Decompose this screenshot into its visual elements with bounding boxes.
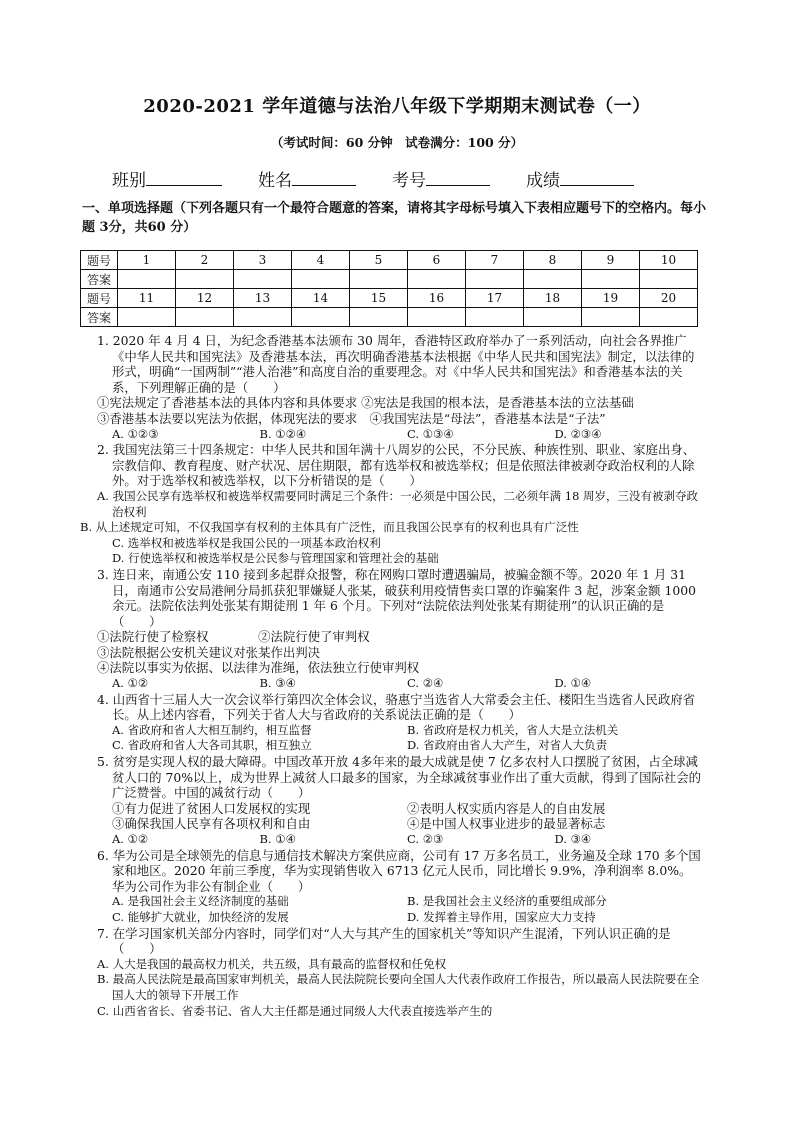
- question-4-stem: 4. 山西省十三届人大一次会议举行第四次全体会议，骆惠宁当选省人大常委会主任、楼阳生当选省人民政府省长。从上述内容看，下列关于省人大与省政府的关系说法正确的是（ ）: [97, 691, 696, 723]
- question-5-statement: ①有力促进了贫困人口发展权的实现: [112, 800, 311, 816]
- question-number-label: 题号: [81, 251, 118, 270]
- questions: [80, 333, 702, 1019]
- question-number-cell: 3: [234, 251, 292, 270]
- answer-cell[interactable]: [524, 308, 582, 327]
- option-c[interactable]: C. 省政府和省人大各司其职，相互独立: [112, 738, 312, 753]
- question-number-cell: 2: [176, 251, 234, 270]
- question-number-label: 题号: [81, 289, 118, 308]
- class-label: 班别: [112, 171, 146, 191]
- name-label: 姓名: [258, 171, 292, 191]
- option-d[interactable]: D. 行使选举权和被选举权是公民参与管理国家和管理社会的基础: [112, 551, 439, 566]
- answer-cell[interactable]: [176, 270, 234, 289]
- question-number-cell: 5: [350, 251, 408, 270]
- answer-cell[interactable]: [408, 308, 466, 327]
- option-b[interactable]: B. 省政府是权力机关，省人大是立法机关: [407, 722, 619, 737]
- option-a[interactable]: A. 省政府和省人大相互制约，相互监督: [112, 722, 312, 737]
- answer-label: 答案: [81, 308, 118, 327]
- answer-table: [80, 250, 698, 327]
- question-7-stem: 7. 在学习国家机关部分内容时，同学们对“人大与其产生的国家机关”等知识产生混淆，下列认识正确的是（ ）: [97, 925, 671, 957]
- number-field[interactable]: [392, 166, 490, 191]
- question-number-cell: 11: [118, 289, 176, 308]
- answer-cell[interactable]: [234, 308, 292, 327]
- question-1-statement: ③香港基本法要以宪法为依据，体现宪法的要求 ④我国宪法是“母法”，香港基本法是“子法”: [97, 410, 606, 426]
- question-number-cell: 20: [640, 289, 698, 308]
- answer-cell[interactable]: [582, 308, 640, 327]
- score-field[interactable]: [526, 166, 634, 191]
- question-5-statement: ③确保我国人民享有各项权利和自由: [112, 816, 311, 832]
- answer-cell[interactable]: [292, 308, 350, 327]
- option-c[interactable]: C. 选举权和被选举权是我国公民的一项基本政治权利: [112, 535, 381, 550]
- question-number-cell: 10: [640, 251, 698, 270]
- question-6-stem: 6. 华为公司是全球领先的信息与通信技术解决方案供应商，公司有 17 万多名员工，业务遍及全球 170 多个国家和地区。2020 年前三季度，华为实现销售收入 6713 亿元人民币，同比增长 9.9%，净利润率 8.0%。华为公司作为非公有制企业（ ）: [97, 847, 701, 894]
- question-number-cell: 13: [234, 289, 292, 308]
- option-d[interactable]: D. 发挥着主导作用，国家应大力支持: [407, 909, 596, 924]
- answer-cell[interactable]: [640, 270, 698, 289]
- question-3-statement: ①法院行使了检察权 ②法院行使了审判权: [97, 629, 370, 645]
- option-d[interactable]: D. 省政府由省人大产生，对省人大负责: [407, 738, 608, 753]
- question-number-cell: 15: [350, 289, 408, 308]
- exam-subtitle: （考试时间：60 分钟 试卷满分：100 分）: [270, 135, 524, 150]
- question-number-cell: 9: [582, 251, 640, 270]
- option-a[interactable]: A. 我国公民享有选举权和被选举权需要同时满足三个条件：一必须是中国公民，二必须年满 18 周岁，三没有被剥夺政治权利: [97, 488, 699, 519]
- question-3-statement: ④法院以事实为依据、以法律为准绳，依法独立行使审判权: [97, 660, 420, 676]
- option-b[interactable]: B. 是我国社会主义经济的重要组成部分: [407, 894, 607, 909]
- option-a[interactable]: A. ①②: [112, 676, 149, 691]
- answer-cell[interactable]: [524, 270, 582, 289]
- option-c[interactable]: C. 能够扩大就业，加快经济的发展: [112, 909, 289, 924]
- question-number-cell: 1: [118, 251, 176, 270]
- question-number-cell: 6: [408, 251, 466, 270]
- question-5-stem: 5. 贫穷是实现人权的最大障碍。中国改革开放 4多年来的最大成就是使 7 亿多农村人口摆脱了贫困，占全球减贫人口的 70%以上，成为世界上减贫人口最多的国家，为全球减贫事业作出了重大贡献，得到了国际社会的广泛赞誉。中国的减贫行动（ ）: [97, 754, 702, 801]
- table-row: [81, 251, 698, 270]
- answer-cell[interactable]: [350, 270, 408, 289]
- option-b[interactable]: B. ①④: [259, 832, 296, 846]
- question-number-cell: 12: [176, 289, 234, 308]
- option-b[interactable]: B. ③④: [259, 676, 296, 691]
- answer-cell[interactable]: [176, 308, 234, 327]
- table-row: [81, 308, 698, 327]
- student-info-row: [112, 166, 712, 191]
- question-5-options: [80, 832, 702, 848]
- option-b[interactable]: B. ①②④: [259, 426, 307, 441]
- table-row: [81, 289, 698, 308]
- question-number-cell: 18: [524, 289, 582, 308]
- answer-cell[interactable]: [118, 308, 176, 327]
- option-c[interactable]: C. ②④: [407, 676, 444, 691]
- question-6-options: [80, 910, 702, 926]
- question-1-statement: ①宪法规定了香港基本法的具体内容和具体要求 ②宪法是我国的根本法，是香港基本法的立法基础: [97, 395, 634, 411]
- question-number-cell: 14: [292, 289, 350, 308]
- table-row: [81, 270, 698, 289]
- question-number-cell: 19: [582, 289, 640, 308]
- question-6-options: [80, 894, 702, 910]
- option-b[interactable]: B. 最高人民法院是最高国家审判机关，最高人民法院院长要向全国人大代表作政府工作报告，所以最高人民法院要在全国人大的领导下开展工作: [97, 972, 700, 1002]
- name-field[interactable]: [258, 166, 356, 191]
- section-heading: 一、单项选择题（下列各题只有一个最符合题意的答案，请将其字母标号填入下表相应题号下的空格内。每小题 3分，共60 分）: [82, 201, 707, 235]
- option-d[interactable]: D. ①④: [554, 676, 592, 691]
- question-1-stem: 1. 2020 年 4 月 4 日，为纪念香港基本法颁布 30 周年，香港特区政府举办了一系列活动，向社会各界推广《中华人民共和国宪法》及香港基本法，再次明确香港基本法根据《中华人民共和国宪法》制定，以法律的形式，明确“一国两制”“港人治港”和高度自治的重要理念。对《中华人民共和国宪法》和香港基本法的关系，下列理解正确的是（ ）: [97, 333, 695, 395]
- answer-cell[interactable]: [582, 270, 640, 289]
- answer-cell[interactable]: [118, 270, 176, 289]
- option-c[interactable]: C. ②③: [407, 832, 444, 846]
- class-field[interactable]: [112, 166, 222, 191]
- question-number-cell: 7: [466, 251, 524, 270]
- question-4-options: [80, 738, 702, 754]
- answer-cell[interactable]: [408, 270, 466, 289]
- question-number-cell: 8: [524, 251, 582, 270]
- answer-cell[interactable]: [234, 270, 292, 289]
- question-1-options: [80, 427, 702, 443]
- exam-title: 2020-2021 学年道德与法治八年级下学期期末测试卷（一）: [143, 96, 651, 117]
- question-5-statement: ②表明人权实质内容是人的自由发展: [407, 800, 606, 816]
- question-3-stem: 3. 连日来，南通公安 110 接到多起群众报警，称在网购口罩时遭遇骗局，被骗金额不等。2020 年 1 月 31 日，南通市公安局港闸分局抓获犯罪嫌疑人张某，破获利用疫情售卖口罩的诈骗案件 3 起，涉案金额 1000 余元。法院依法判处张某有期徒刑 1 年 6 个月。下列对“法院依法判处张某有期徒刑”的认识正确的是（ ）: [97, 566, 697, 629]
- score-label: 成绩: [526, 171, 560, 191]
- answer-cell[interactable]: [350, 308, 408, 327]
- question-number-cell: 16: [408, 289, 466, 308]
- option-a[interactable]: A. ①②: [112, 832, 149, 846]
- question-4-options: [80, 723, 702, 739]
- question-3-statement: ③法院根据公安机关建议对张某作出判决: [97, 644, 321, 660]
- question-3-options: [80, 676, 702, 692]
- option-c[interactable]: C. 山西省省长、省委书记、省人大主任都是通过同级人大代表直接选举产生的: [97, 1003, 493, 1018]
- question-5-statement: ④是中国人权事业进步的最显著标志: [407, 816, 606, 832]
- answer-cell[interactable]: [466, 270, 524, 289]
- option-a[interactable]: A. 人大是我国的最高权力机关，共五级，具有最高的监督权和任免权: [97, 956, 447, 971]
- option-b[interactable]: B. 从上述规定可知，不仅我国享有权利的主体具有广泛性，而且我国公民享有的权利也具有广泛性: [80, 520, 579, 535]
- number-label: 考号: [392, 171, 426, 191]
- answer-cell[interactable]: [292, 270, 350, 289]
- option-d[interactable]: D. ②③④: [554, 426, 602, 441]
- question-number-cell: 17: [466, 289, 524, 308]
- option-d[interactable]: D. ③④: [554, 832, 592, 846]
- answer-label: 答案: [81, 270, 118, 289]
- option-a[interactable]: A. ①②③: [112, 426, 159, 441]
- answer-cell[interactable]: [640, 308, 698, 327]
- question-5-statements: [80, 801, 702, 817]
- question-number-cell: 4: [292, 251, 350, 270]
- question-5-statements: [80, 816, 702, 832]
- option-c[interactable]: C. ①③④: [407, 426, 454, 441]
- question-2-stem: 2. 我国宪法第三十四条规定：中华人民共和国年满十八周岁的公民，不分民族、种族性别、职业、家庭出身、宗教信仰、教育程度、财产状况、居住期限，都有选举权和被选举权；但是依照法律被剥夺政治权利的人除外。对于选举权和被选举权，以下分析错误的是（ ）: [97, 442, 696, 489]
- answer-cell[interactable]: [466, 308, 524, 327]
- option-a[interactable]: A. 是我国社会主义经济制度的基础: [112, 894, 289, 909]
